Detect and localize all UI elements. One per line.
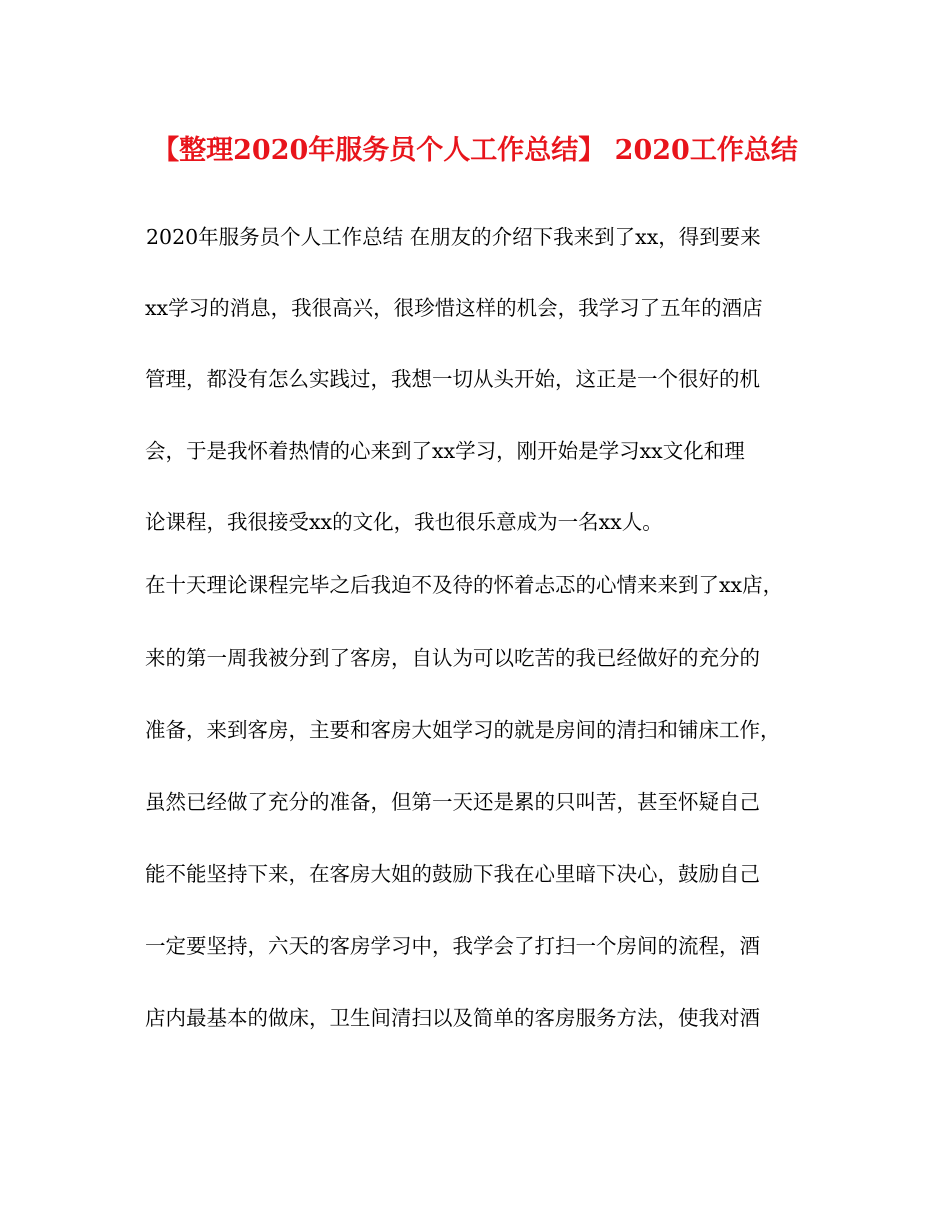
paragraph-line: 能不能坚持下来，在客房大姐的鼓励下我在心里暗下决心，鼓励自己 xyxy=(145,862,760,886)
paragraph-line: 来的第一周我被分到了客房，自认为可以吃苦的我已经做好的充分的 xyxy=(145,646,760,670)
paragraph-line: 虽然已经做了充分的准备，但第一天还是累的只叫苦，甚至怀疑自己 xyxy=(145,790,760,814)
paragraph-line: 管理，都没有怎么实践过，我想一切从头开始，这正是一个很好的机 xyxy=(145,367,760,391)
paragraph-line: 2020年服务员个人工作总结 在朋友的介绍下我来到了xx，得到要来 xyxy=(146,225,761,249)
paragraph-line: 一定要坚持，六天的客房学习中，我学会了打扫一个房间的流程，酒 xyxy=(145,934,760,958)
paragraph-line: 会，于是我怀着热情的心来到了xx学习，刚开始是学习xx文化和理 xyxy=(145,439,745,463)
paragraph-line: 在十天理论课程完毕之后我迫不及待的怀着忐忑的心情来来到了xx店， xyxy=(145,573,784,597)
paragraph-line: xx学习的消息，我很高兴，很珍惜这样的机会，我学习了五年的酒店 xyxy=(145,296,763,320)
paragraph-line: 准备，来到客房，主要和客房大姐学习的就是房间的清扫和铺床工作， xyxy=(145,718,781,742)
document-title: 【整理2020年服务员个人工作总结】 2020工作总结 xyxy=(152,135,798,166)
paragraph-line: 论课程，我很接受xx的文化，我也很乐意成为一名xx人。 xyxy=(145,510,663,534)
paragraph-line: 店内最基本的做床，卫生间清扫以及简单的客房服务方法，使我对酒 xyxy=(145,1006,760,1030)
